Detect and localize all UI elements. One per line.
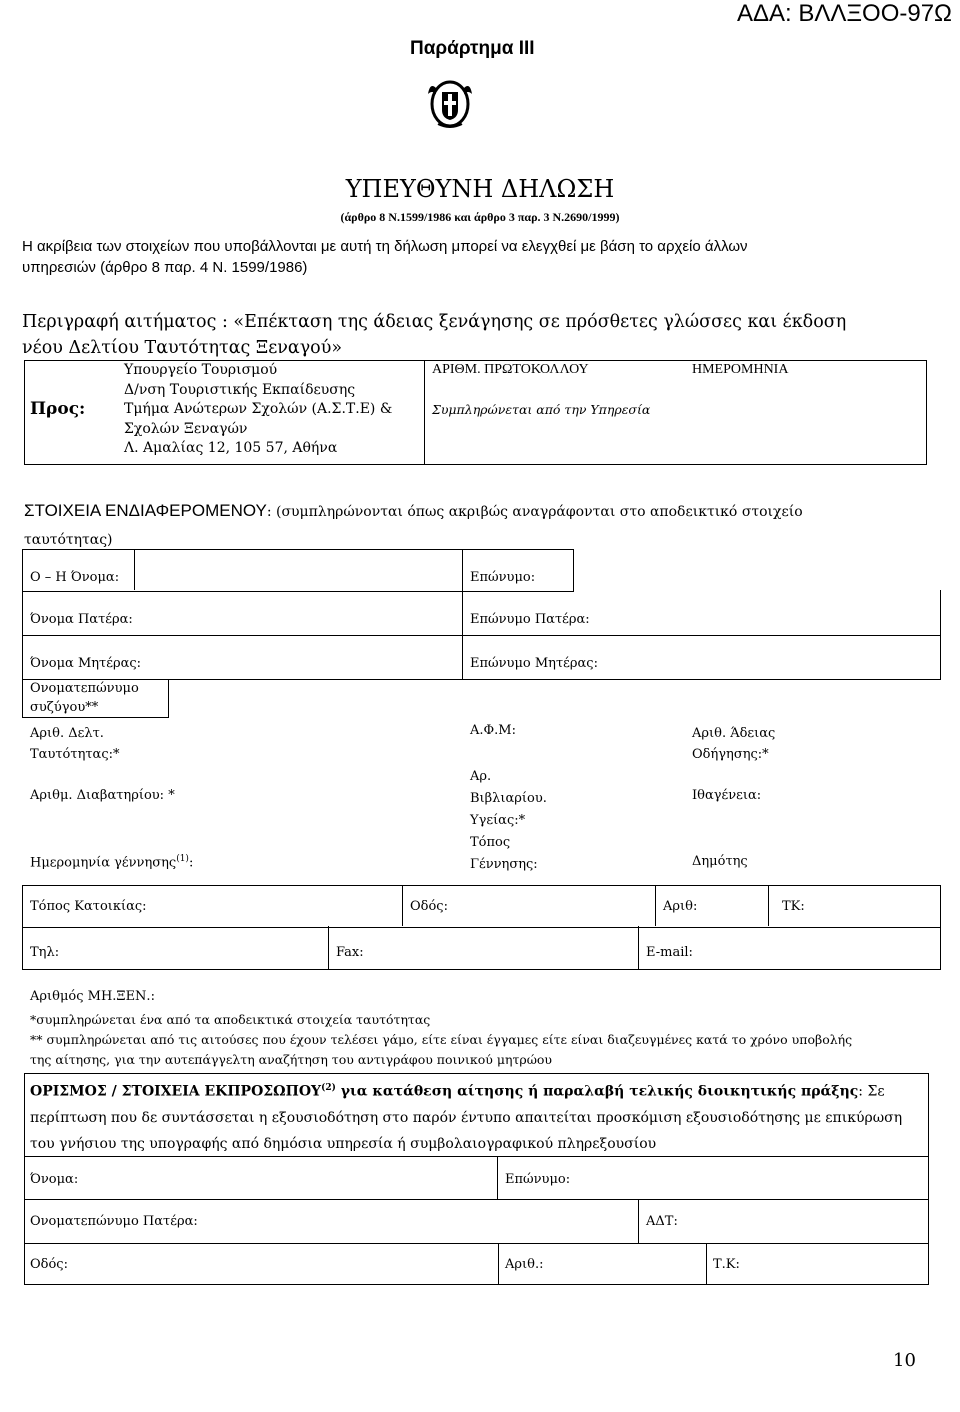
footnote: *συμπληρώνεται ένα από τα αποδεικτικά στοιχεία ταυτότητας: [30, 1012, 431, 1027]
applicant-heading-note: : (συμπληρώνονται όπως ακριβώς αναγράφονται στο αποδεικτικό στοιχείο: [266, 504, 803, 520]
postcode-field[interactable]: ΤΚ:: [782, 899, 805, 914]
birthplace-label: Γέννησης:: [470, 857, 538, 872]
driving-license-field[interactable]: [692, 723, 775, 765]
residence-field[interactable]: Τόπος Κατοικίας:: [30, 899, 147, 914]
address-line: Υπουργείο Τουρισμού: [124, 362, 278, 378]
id-label: Ταυτότητας:*: [30, 747, 120, 762]
intro-line: υπηρεσιών (άρθρο 8 παρ. 4 Ν. 1599/1986): [22, 259, 308, 276]
representative-footnote: (2): [321, 1083, 336, 1093]
license-label: Οδήγησης:*: [692, 747, 769, 762]
health-book-field[interactable]: [470, 766, 547, 832]
footnotes: [30, 1010, 852, 1070]
street-field[interactable]: Οδός:: [410, 899, 448, 914]
fax-field[interactable]: Fax:: [336, 945, 364, 960]
protocol-note: Συμπληρώνεται από την Υπηρεσία: [432, 402, 651, 417]
representative-title: ΟΡΙΣΜΟΣ / ΣΤΟΙΧΕΙΑ ΕΚΠΡΟΣΩΠΟΥ: [30, 1083, 322, 1100]
protocol-label: ΑΡΙΘΜ. ΠΡΩΤΟΚΟΛΛΟΥ: [432, 362, 589, 377]
request-description: [22, 309, 846, 361]
birthdate-field[interactable]: [30, 854, 193, 870]
mother-surname-field[interactable]: Επώνυμο Μητέρας:: [470, 656, 598, 671]
request-line: νέου Δελτίου Ταυτότητας Ξεναγού»: [22, 338, 343, 358]
spouse-label: Ονοματεπώνυμο: [30, 681, 139, 696]
birthdate-label: Ημερομηνία γέννησης: [30, 855, 177, 871]
applicant-heading-title: ΣΤΟΙΧΕΙΑ ΕΝΔΙΑΦΕΡΟΜΕΝΟΥ: [24, 501, 267, 520]
address-line: Σχολών Ξεναγών: [124, 420, 248, 437]
applicant-form: [22, 549, 939, 969]
page-number: 10: [893, 1350, 916, 1371]
recipient-address: [124, 361, 392, 459]
address-line: Λ. Αμαλίας 12, 105 57, Αθήνα: [124, 440, 338, 456]
rep-postcode-field[interactable]: Τ.Κ:: [713, 1257, 740, 1272]
birthdate-colon: :: [188, 855, 194, 871]
address-line: Τμήμα Ανώτερων Σχολών (Α.Σ.Τ.Ε) &: [124, 401, 393, 417]
recipient-divider: [424, 360, 425, 464]
mhxen-field[interactable]: Αριθμός ΜΗ.ΞΕΝ.:: [30, 989, 155, 1004]
birthdate-footnote: (1): [176, 854, 189, 864]
id-number-field[interactable]: [30, 723, 119, 765]
footnote: ** συμπληρώνεται από τις αιτούσες που έχουν τελέσει γάμο, είτε είναι έγγαμες είτε είναι διαζευγμένες κατά το χρόνο υποβολής: [30, 1032, 853, 1047]
license-label: Αριθ. Άδειας: [692, 726, 776, 741]
rep-father-field[interactable]: Ονοματεπώνυμο Πατέρα:: [30, 1214, 198, 1229]
spouse-field[interactable]: [30, 679, 139, 717]
birthplace-label: Τόπος: [470, 835, 511, 850]
number-field[interactable]: Αριθ:: [663, 899, 698, 914]
father-name-field[interactable]: Όνομα Πατέρα:: [30, 612, 133, 627]
intro-line: Η ακρίβεια των στοιχείων που υποβάλλονται με αυτή τη δήλωση μπορεί να ελεγχθεί με βάση το αρχείο άλλων: [22, 238, 748, 255]
email-field[interactable]: E-mail:: [646, 945, 693, 960]
surname-field[interactable]: Επώνυμο:: [470, 570, 536, 585]
ada-code: ΑΔΑ: ΒΛΛΞΟΟ-97Ω: [736, 0, 952, 27]
date-label: ΗΜΕΡΟΜΗΝΙΑ: [692, 362, 789, 377]
applicant-heading: [24, 497, 944, 554]
document-title: ΥΠΕΥΘΥΝΗ ΔΗΛΩΣΗ: [345, 175, 615, 203]
afm-field[interactable]: Α.Φ.Μ:: [470, 723, 517, 738]
representative-text: περίπτωση που δε συντάσσεται η εξουσιοδότηση στο παρόν έντυπο απαιτείται προσκόμιση εξουσιοδότησης με επικύρωση: [30, 1109, 903, 1126]
birthplace-field[interactable]: [470, 832, 538, 876]
document-subtitle: (άρθρο 8 Ν.1599/1986 και άρθρο 3 παρ. 3 Ν.2690/1999): [340, 210, 620, 224]
health-label: Βιβλιαρίου.: [470, 791, 547, 806]
request-line: Περιγραφή αιτήματος : «Επέκταση της άδειας ξενάγησης σε πρόσθετες γλώσσες και έκδοση: [22, 312, 847, 332]
municipality-field[interactable]: Δημότης: [692, 854, 748, 869]
to-label: Προς:: [30, 399, 86, 419]
representative-heading: [30, 1075, 925, 1157]
greek-coat-of-arms-icon: [426, 80, 474, 130]
mother-name-field[interactable]: Όνομα Μητέρας:: [30, 656, 142, 671]
phone-field[interactable]: Τηλ:: [30, 945, 60, 960]
address-line: Δ/νση Τουριστικής Εκπαίδευσης: [124, 381, 356, 398]
representative-text: : Σε: [858, 1083, 885, 1100]
father-surname-field[interactable]: Επώνυμο Πατέρα:: [470, 612, 590, 627]
applicant-heading-note: ταυτότητας): [24, 532, 113, 548]
health-label: Αρ.: [470, 769, 492, 784]
health-label: Υγείας:*: [470, 813, 526, 828]
name-field[interactable]: Ο – Η Όνομα:: [30, 570, 120, 585]
intro-text: [22, 236, 748, 278]
annex-label: Παράρτημα ΙΙΙ: [410, 38, 535, 59]
spouse-label: συζύγου**: [30, 700, 99, 715]
rep-surname-field[interactable]: Επώνυμο:: [505, 1172, 571, 1187]
passport-field[interactable]: Αριθμ. Διαβατηρίου: *: [30, 788, 175, 803]
rep-street-field[interactable]: Οδός:: [30, 1257, 68, 1272]
rep-name-field[interactable]: Όνομα:: [30, 1172, 79, 1187]
rep-number-field[interactable]: Αριθ.:: [505, 1257, 544, 1272]
representative-title-rest: για κατάθεση αίτησης ή παραλαβή τελικής διοικητικής πράξης: [335, 1083, 859, 1100]
id-label: Αριθ. Δελτ.: [30, 726, 104, 741]
citizenship-field[interactable]: Ιθαγένεια:: [692, 788, 762, 803]
representative-text: του γνήσιου της υπογραφής από δημόσια υπηρεσία ή συμβολαιογραφικού πληρεξουσίου: [30, 1135, 657, 1152]
footnote: της αίτησης, για την αυτεπάγγελτη αναζήτηση του αντιγράφου ποινικού μητρώου: [30, 1052, 553, 1067]
rep-adt-field[interactable]: ΑΔΤ:: [646, 1214, 678, 1229]
